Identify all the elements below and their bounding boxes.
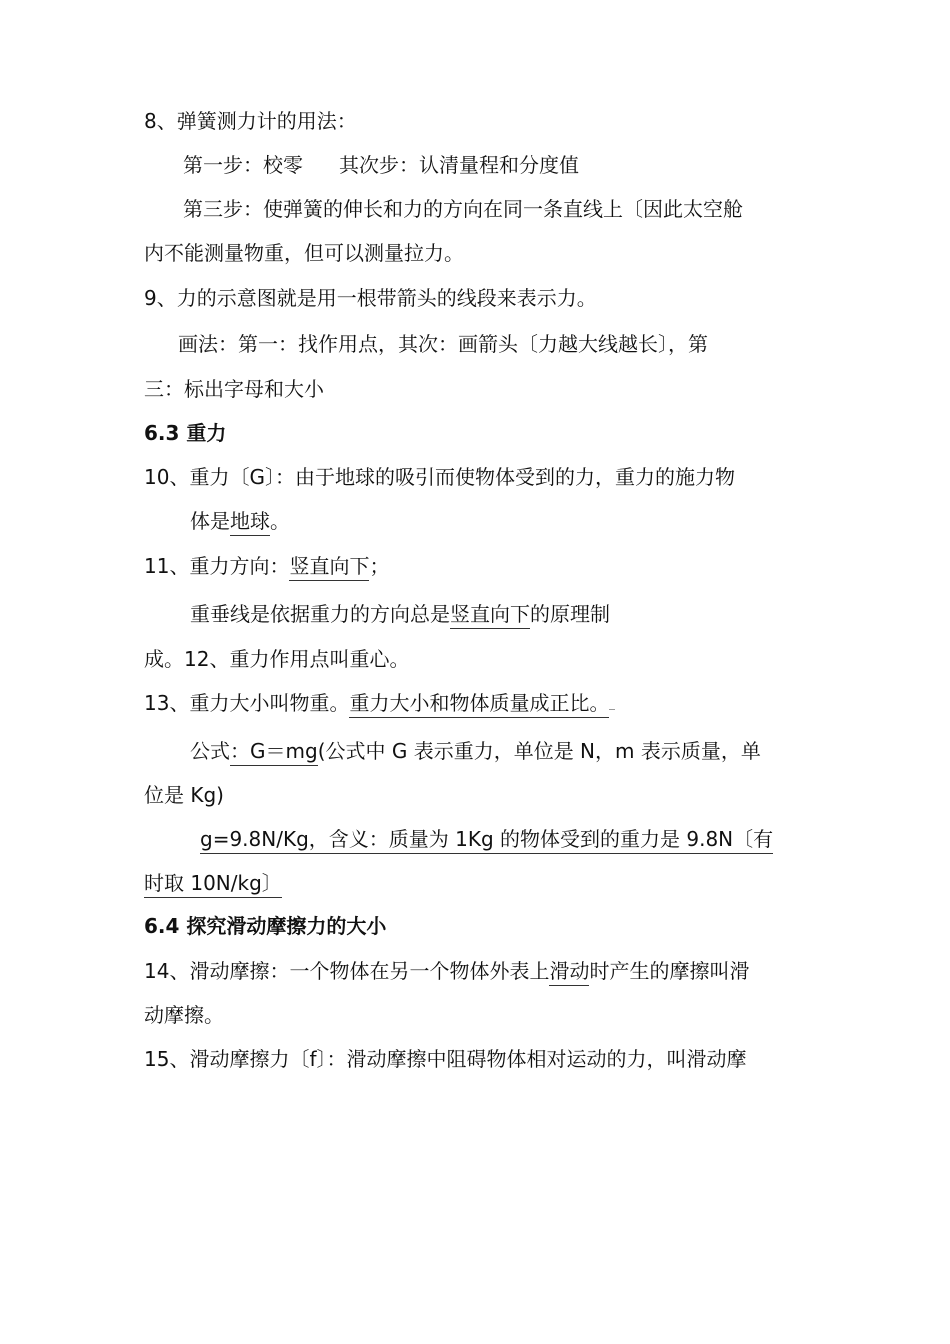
g-value-cont-underlined: 时取 10N/kg〕 [144,871,282,898]
g-value-line [200,826,773,852]
step-three: 第三步：使弹簧的伸长和力的方向在同一条直线上〔因此太空舱 [183,197,743,221]
vertical-down-underlined: 竖直向下 [289,554,369,581]
item-12: 成。12、重力作用点叫重心。 [144,647,410,671]
item-11-end: ； [369,554,390,578]
item-10-cont [190,508,290,534]
earth-underlined: 地球 [230,509,270,536]
plumb-line-prefix: 重垂线是依据重力的方向总是 [190,602,450,626]
plumb-line-end: 的原理制 [530,602,610,626]
step-two-text: 其次步：认清量程和分度值 [339,153,579,177]
item-15: 15、滑动摩擦力〔f〕：滑动摩擦中阻碍物体相对运动的力，叫滑动摩 [144,1047,747,1071]
item-10-end: 。 [270,509,290,533]
formula-label: 公式 [190,739,230,763]
section-heading-6-4: 6.4 探究滑动摩擦力的大小 [144,914,387,938]
sliding-underlined: 滑动 [549,959,589,986]
item-10-prefix: 体是 [190,509,230,533]
underline-tail [609,707,615,710]
item-11 [144,553,389,579]
item-13 [144,690,615,716]
section-heading-6-3: 6.3 重力 [144,421,227,445]
step-three-cont: 内不能测量物重，但可以测量拉力。 [144,241,464,265]
formula-line [190,738,761,764]
item-10: 10、重力〔G〕：由于地球的吸引而使物体受到的力，重力的施力物 [144,465,735,489]
formula-desc: (公式中 G 表示重力，单位是 N，m 表示质量，单 [317,739,761,763]
drawing-method-cont: 三：标出字母和大小 [144,377,324,401]
drawing-method: 画法：第一：找作用点，其次：画箭头〔力越大线越长〕，第 [178,332,708,356]
g-value-underlined: g=9.8N/Kg，含义：质量为 1Kg 的物体受到的重力是 9.8N〔有 [200,827,773,854]
step-one-text: 第一步：校零 [183,153,303,177]
item-14 [144,958,749,984]
item-13-prefix: 13、重力大小叫物重。 [144,691,350,715]
item-8-title: 8、弹簧测力计的用法： [144,109,357,133]
item-14-cont: 动摩擦。 [144,1003,224,1027]
item-9: 9、力的示意图就是用一根带箭头的线段来表示力。 [144,286,597,310]
formula-underlined: ：G＝mg [230,739,318,766]
g-value-cont [144,870,282,896]
plumb-line [190,601,610,627]
step-one [183,152,579,178]
plumb-underlined: 竖直向下 [450,602,530,629]
formula-cont: 位是 Kg) [144,783,224,807]
proportional-underlined: 重力大小和物体质量成正比。 [349,691,609,718]
item-11-prefix: 11、重力方向： [144,554,290,578]
item-14-prefix: 14、滑动摩擦：一个物体在另一个物体外表上 [144,959,550,983]
item-14-end: 时产生的摩擦叫滑 [589,959,750,983]
